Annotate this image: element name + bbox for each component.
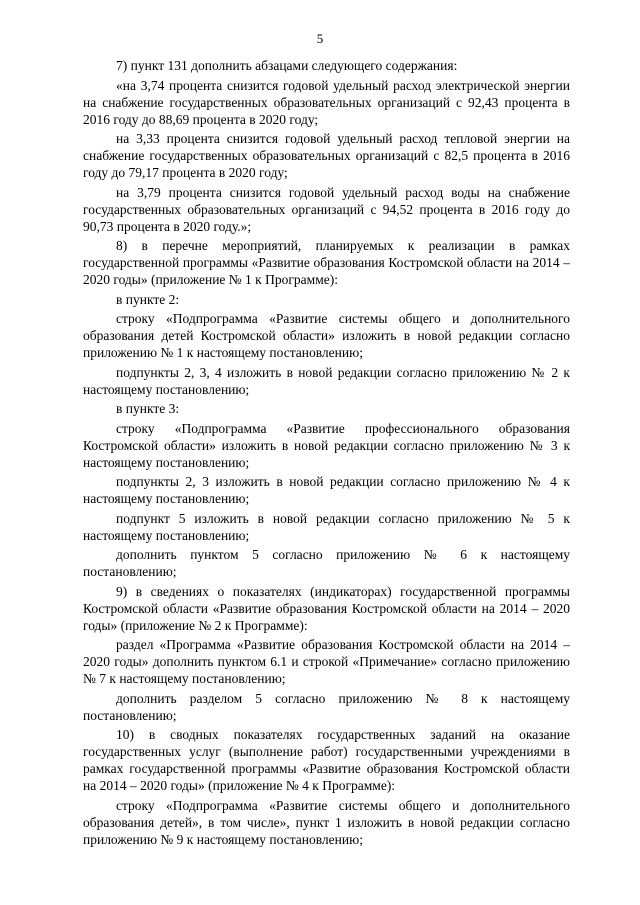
paragraph: в пункте 2: [116,291,180,307]
paragraph: 8) в перечне мероприятий, планируемых к реализации в рамках государственной программы «Развитие образования Костромской области на 2014 – 2020 годы» (приложение № 1 к Программе): [83,238,570,287]
paragraph: подпункты 2, 3, 4 изложить в новой редакции согласно приложению № 2 к настоящему постановлению; [83,364,570,397]
page-number: 5 [316,31,324,46]
paragraph: в пункте 3: [116,401,180,416]
paragraph: дополнить пунктом 5 согласно приложению № 6 к настоящему постановлению; [83,547,570,579]
paragraph: дополнить разделом 5 согласно приложению № 8 к настоящему постановлению; [83,690,570,723]
paragraph: 10) в сводных показателях государственных заданий на оказание государственных услуг (выполнение работ) государственными учреждениями в рамках государственной программы «Развитие образования Костромской области на 2014 – 2020 годы» (приложение № 4 к Программе): [83,727,570,793]
paragraph: раздел «Программа «Развитие образования Костромской области на 2014 – 2020 годы» дополнить пунктом 6.1 и строкой «Примечание» согласно приложению № 7 к настоящему постановлению; [83,637,570,686]
document-body [83,57,570,848]
paragraph: строку «Подпрограмма «Развитие профессионального образования Костромской области» изложить в новой редакции согласно приложению № 3 к настоящему постановлению; [83,420,570,470]
paragraph: на 3,79 процента снизится годовой удельный расход воды на снабжение государственных образовательных организаций с 94,52 процента в 2016 году до 90,73 процента в 2020 году.»; [83,184,570,234]
paragraph: 9) в сведениях о показателях (индикаторах) государственной программы Костромской области «Развитие образования Костромской области на 2014 – 2020 годы» (приложение № 2 к Программе): [83,583,570,633]
paragraph: строку «Подпрограмма «Развитие системы общего и дополнительного образования детей», в том числе», пункт 1 изложить в новой редакции согласно приложению № 9 к настоящему постановлению; [83,797,570,847]
paragraph: на 3,33 процента снизится годовой удельный расход тепловой энергии на снабжение государственных образовательных организаций с 82,5 процента в 2016 году до 79,17 процента в 2020 году; [83,131,570,180]
paragraph: «на 3,74 процента снизится годовой удельный расход электрической энергии на снабжение государственных образовательных организаций с 92,43 процента в 2016 году до 88,69 процента в 2020 году; [83,77,570,127]
paragraph: 7) пункт 131 дополнить абзацами следующего содержания: [116,58,458,73]
paragraph: подпункты 2, 3 изложить в новой редакции согласно приложению № 4 к настоящему постановлению; [83,474,570,506]
paragraph: подпункт 5 изложить в новой редакции согласно приложению № 5 к настоящему постановлению; [83,510,570,543]
paragraph: строку «Подпрограмма «Развитие системы общего и дополнительного образования детей Костромской области» изложить в новой редакции согласно приложению № 1 к настоящему постановлению; [83,311,570,360]
